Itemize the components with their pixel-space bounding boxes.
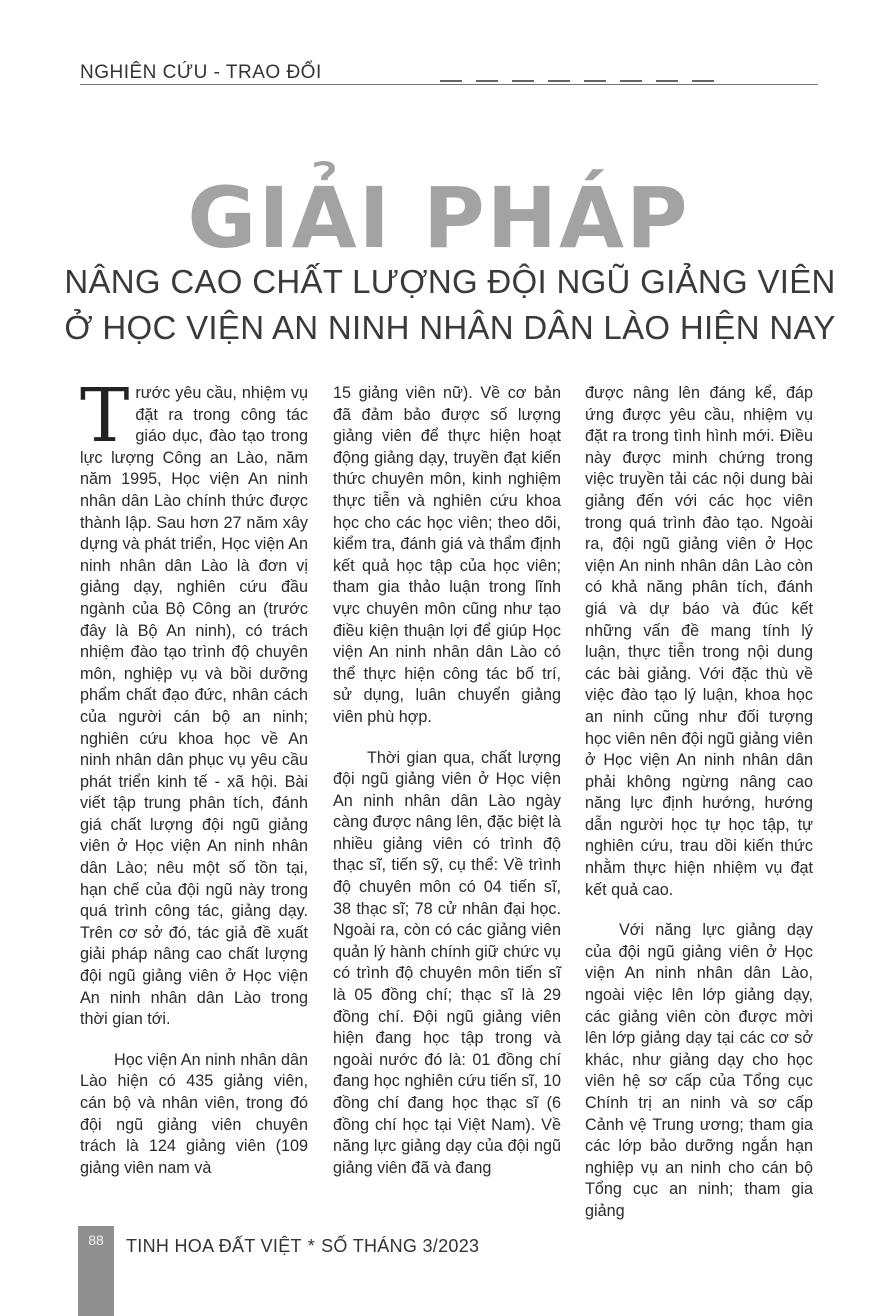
intro-paragraph	[80, 373, 308, 1031]
header-dash-decoration	[440, 80, 800, 84]
paragraph: Thời gian qua, chất lượng đội ngũ giảng viên ở Học viện An ninh nhân dân Lào ngày càng được nâng lên, đặc biệt là nhiều giảng viên có trình độ thạc sĩ, tiến sỹ, cụ thể: Về trình độ chuyên môn có 04 tiến sĩ, 38 thạc sĩ; 78 cử nhân đại học. Ngoài ra, còn có các giảng viên quản lý hành chính giữ chức vụ có trình độ chuyên môn tiến sĩ là 05 đồng chí; thạc sĩ là 29 đồng chí. Đội ngũ giảng viên hiện đang học tập trong và ngoài nước đó là: 01 đồng chí đang học nghiên cứu tiến sĩ, 10 đồng chí đang học thạc sĩ (6 đồng chí học tại Việt Nam). Về năng lực giảng dạy của đội ngũ giảng viên đã và đang	[333, 748, 561, 1177]
star-separator: *	[307, 1236, 316, 1256]
issue-label: SỐ THÁNG 3/2023	[321, 1236, 480, 1256]
article-subtitle-line1: NÂNG CAO CHẤT LƯỢNG ĐỘI NGŨ GIẢNG VIÊN	[64, 263, 836, 300]
paragraph: được nâng lên đáng kể, đáp ứng được yêu cầu, nhiệm vụ đặt ra trong tình hình mới. Điều này được minh chứng trong việc truyền tải các nội dung bài giảng đến với các học viên trong quá trình đào tạo. Ngoài ra, đội ngũ giảng viên ở Học viện An ninh nhân dân Lào còn có khả năng phân tích, đánh giá và dự báo và đúc kết những vấn đề mang tính lý luận, thực tiễn trong nội dung các bài giảng. Với đặc thù về việc đào tạo lý luận, khoa học an ninh cũng như đối tượng học viên nên đội ngũ giảng viên ở Học viện An ninh nhân dân phải không ngừng nâng cao năng lực định hướng, hướng dẫn người học tự học tập, tự nghiên cứu, trau dồi kiến thức nhằm thực hiện nhiệm vụ đạt kết quả cao.	[585, 384, 813, 899]
paragraph: Học viện An ninh nhân dân Lào hiện có 435 giảng viên, cán bộ và nhân viên, trong đó đội ngũ giảng viên chuyên trách là 124 giảng viên (109 giảng viên nam và	[80, 1050, 308, 1177]
paragraph: 15 giảng viên nữ). Về cơ bản đã đảm bảo được số lượng giảng viên để thực hiện hoạt động giảng dạy, truyền đạt kiến thức chuyên môn, kinh nghiệm thực tiễn và nghiên cứu khoa học cho các học viên; theo dõi, kiểm tra, đánh giá và thẩm định kết quả học tập của học viên; tham gia thảo luận trong lĩnh vực chuyên môn cũng như tạo điều kiện thuận lợi để giúp Học viện An ninh nhân dân Lào có thể thực hiện công tác bố trí, sử dụng, luân chuyển giảng viên phù hợp.	[333, 384, 561, 726]
section-header	[80, 62, 820, 86]
section-label: NGHIÊN CỨU - TRAO ĐỔI	[80, 62, 322, 83]
drop-cap: T	[80, 373, 130, 459]
text-column-2	[333, 383, 561, 1203]
text-column-3	[585, 383, 813, 1220]
article-subtitle-line2: Ở HỌC VIỆN AN NINH NHÂN DÂN LÀO HIỆN NAY	[64, 309, 836, 346]
page-number: 88	[88, 1232, 104, 1248]
paragraph: Với năng lực giảng dạy của đội ngũ giảng viên ở Học viện An ninh nhân dân Lào, ngoài việc lên lớp giảng dạy, các giảng viên còn được mời lên lớp giảng dạy tại các cơ sở khác, như giảng dạy cho học viên hệ sơ cấp của Tổng cục Chính trị an ninh và sơ cấp Cảnh vệ Trung ương; tham gia các lớp bảo dưỡng ngắn hạn nghiệp vụ an ninh cho cán bộ Tổng cục an ninh; tham gia giảng	[585, 921, 813, 1220]
article-title: GIẢI PHÁP	[187, 169, 690, 267]
publication-name: TINH HOA ĐẤT VIỆT	[126, 1236, 302, 1256]
footer-publication	[126, 1236, 479, 1257]
text-column-1	[80, 373, 308, 1203]
intro-text: rước yêu cầu, nhiệm vụ đặt ra trong công tác giáo dục, đào tạo trong lực lượng Công an Lào, năm năm 1995, Học viện An ninh nhân dân Lào chính thức được thành lập. Sau hơn 27 năm xây dựng và phát triển, Học viện An ninh nhân dân Lào là đơn vị giảng dạy, nghiên cứu đầu ngành của Bộ Công an (trước đây là Bộ An ninh), có trách nhiệm đào tạo trình độ chuyên môn, nghiệp vụ và bồi dưỡng phẩm chất đạo đức, nhân cách của người cán bộ an ninh; nghiên cứu khoa học về An ninh nhân dân phục vụ yêu cầu phát triển kinh tế - xã hội. Bài viết tập trung phân tích, đánh giá chất lượng đội ngũ giảng viên ở Học viện An ninh nhân dân Lào; nêu một số tồn tại, hạn chế của đội ngũ này trong quá trình công tác, giảng dạy. Trên cơ sở đó, tác giả đề xuất giải pháp nâng cao chất lượng đội ngũ giảng viên ở Học viện An ninh nhân dân Lào trong thời gian tới.	[80, 384, 308, 1029]
section-rule	[80, 84, 818, 85]
